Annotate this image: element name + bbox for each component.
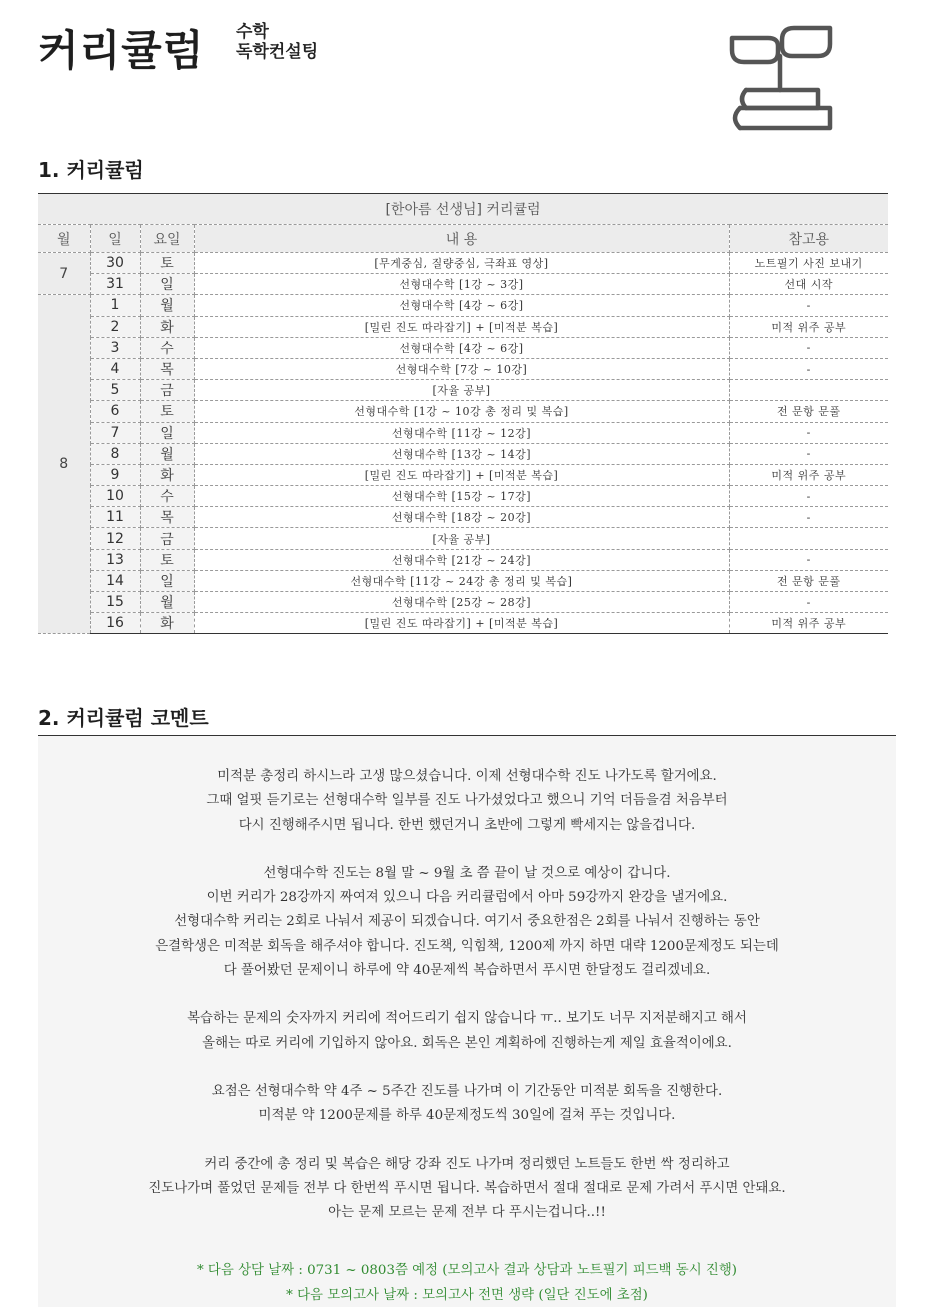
table-caption: [한아름 선생님] 커리큘럼	[38, 194, 888, 225]
dow-cell: 화	[140, 316, 194, 337]
dow-cell: 수	[140, 337, 194, 358]
ref-cell: 전 문항 문풀	[729, 401, 888, 422]
comment-line: 아는 문제 모르는 문제 전부 다 푸시는겁니다..!!	[328, 1205, 606, 1221]
table-row	[38, 592, 888, 613]
content-cell: 선형대수학 [25강 ~ 28강]	[194, 592, 729, 613]
subtitle-line-1: 수학	[236, 22, 269, 42]
ref-cell: -	[729, 486, 888, 507]
ref-cell: -	[729, 295, 888, 316]
table-row	[38, 464, 888, 485]
table-row	[38, 613, 888, 634]
col-header-month: 월	[38, 225, 90, 253]
ref-cell: -	[729, 337, 888, 358]
content-cell: 선형대수학 [7강 ~ 10강]	[194, 358, 729, 379]
table-row	[38, 570, 888, 591]
comment-line: 은결학생은 미적분 회독을 해주셔야 합니다. 진도책, 익힘책, 1200제 까지 하면 대략 1200문제정도 되는데	[155, 938, 779, 954]
dow-cell: 일	[140, 274, 194, 295]
day-cell: 14	[90, 570, 140, 591]
day-cell: 10	[90, 486, 140, 507]
comment-line: 올해는 따로 커리에 기입하지 않아요. 회독은 본인 계획하에 진행하는게 제일 효율적이에요.	[202, 1035, 732, 1051]
day-cell: 1	[90, 295, 140, 316]
ref-cell	[729, 528, 888, 549]
ref-cell: 선대 시작	[729, 274, 888, 295]
dow-cell: 일	[140, 570, 194, 591]
comment-notes	[38, 1258, 896, 1308]
day-cell: 11	[90, 507, 140, 528]
comment-line: 선형대수학 커리는 2회로 나눠서 제공이 되겠습니다. 여기서 중요한점은 2회를 나눠서 진행하는 동안	[174, 914, 760, 930]
day-cell: 4	[90, 358, 140, 379]
content-cell: [자율 공부]	[194, 528, 729, 549]
comment-paragraph	[38, 1153, 896, 1226]
comment-paragraph	[38, 862, 896, 983]
ref-cell: 전 문항 문풀	[729, 570, 888, 591]
dow-cell: 금	[140, 380, 194, 401]
sprout-on-books-icon	[722, 22, 838, 134]
table-row	[38, 422, 888, 443]
comment-line: 커리 중간에 총 정리 및 복습은 해당 강좌 진도 나가며 정리했던 노트들도 한번 싹 정리하고	[204, 1156, 730, 1172]
content-cell: [밀린 진도 따라잡기] + [미적분 복습]	[194, 316, 729, 337]
table-row	[38, 274, 888, 295]
ref-cell	[729, 380, 888, 401]
table-body	[38, 253, 888, 634]
comment-line: 미적분 총정리 하시느라 고생 많으셨습니다. 이제 선형대수학 진도 나가도록 할거에요.	[217, 769, 717, 784]
comment-line: 다시 진행해주시면 됩니다. 한번 했던거니 초반에 그렇게 빡세지는 않을겁니다.	[238, 817, 696, 833]
comment-line: 선형대수학 진도는 8월 말 ~ 9월 초 쯤 끝이 날 것으로 예상이 갑니다.	[263, 865, 671, 881]
content-cell: [밀린 진도 따라잡기] + [미적분 복습]	[194, 464, 729, 485]
ref-cell: -	[729, 443, 888, 464]
day-cell: 12	[90, 528, 140, 549]
ref-cell: -	[729, 422, 888, 443]
table-header-row	[38, 225, 888, 253]
table-row	[38, 316, 888, 337]
content-cell: 선형대수학 [11강 ~ 12강]	[194, 422, 729, 443]
table-row	[38, 295, 888, 316]
content-cell: [자율 공부]	[194, 380, 729, 401]
section-title-curriculum: 1. 커리큘럼	[38, 158, 144, 182]
schedule-note: * 다음 상담 날짜 : 0731 ~ 0803쯤 예정 (모의고사 결과 상담과 노트필기 피드백 동시 진행)	[196, 1263, 737, 1278]
comment-paragraph	[38, 1080, 896, 1129]
table-row	[38, 549, 888, 570]
comment-line: 이번 커리가 28강까지 짜여져 있으니 다음 커리큘럼에서 아마 59강까지 완강을 낼거에요.	[206, 890, 728, 906]
table-row	[38, 401, 888, 422]
col-header-content: 내 용	[194, 225, 729, 253]
ref-cell: 미적 위주 공부	[729, 464, 888, 485]
dow-cell: 화	[140, 464, 194, 485]
dow-cell: 월	[140, 295, 194, 316]
day-cell: 13	[90, 549, 140, 570]
day-cell: 7	[90, 422, 140, 443]
comment-paragraph	[38, 765, 896, 838]
dow-cell: 목	[140, 358, 194, 379]
dow-cell: 금	[140, 528, 194, 549]
schedule-note: * 다음 모의고사 날짜 : 모의고사 전면 생략 (일단 진도에 초점)	[286, 1288, 648, 1303]
comment-line: 요점은 선형대수학 약 4주 ~ 5주간 진도를 나가며 이 기간동안 미적분 회독을 진행한다.	[211, 1083, 723, 1099]
table-row	[38, 528, 888, 549]
comment-line: 복습하는 문제의 숫자까지 커리에 적어드리기 쉽지 않습니다 ㅠ.. 보기도 너무 지저분해지고 해서	[187, 1011, 747, 1027]
content-cell: 선형대수학 [4강 ~ 6강]	[194, 295, 729, 316]
content-cell: 선형대수학 [13강 ~ 14강]	[194, 443, 729, 464]
page-title: 커리큘럼	[38, 26, 205, 75]
comment-line: 진도나가며 풀었던 문제들 전부 다 한번씩 푸시면 됩니다. 복습하면서 절대 절대로 문제 가려서 푸시면 안돼요.	[148, 1180, 786, 1196]
content-cell: 선형대수학 [18강 ~ 20강]	[194, 507, 729, 528]
month-cell: 7	[38, 253, 90, 295]
ref-cell: 노트필기 사진 보내기	[729, 253, 888, 274]
comment-paragraphs	[38, 765, 896, 1249]
table-row	[38, 358, 888, 379]
comment-line: 다 풀어봤던 문제이니 하루에 약 40문제씩 복습하면서 푸시면 한달정도 걸리겠네요.	[223, 963, 711, 979]
ref-cell: 미적 위주 공부	[729, 316, 888, 337]
month-cell: 8	[38, 295, 90, 634]
table-row	[38, 486, 888, 507]
table-row	[38, 253, 888, 274]
table-row	[38, 337, 888, 358]
table-caption-row	[38, 194, 888, 225]
dow-cell: 일	[140, 422, 194, 443]
table-row	[38, 507, 888, 528]
col-header-day: 일	[90, 225, 140, 253]
dow-cell: 토	[140, 401, 194, 422]
subtitle-line-2: 독학컨설팅	[236, 42, 319, 62]
dow-cell: 목	[140, 507, 194, 528]
col-header-dow: 요일	[140, 225, 194, 253]
content-cell: [밀린 진도 따라잡기] + [미적분 복습]	[194, 613, 729, 634]
dow-cell: 토	[140, 253, 194, 274]
content-cell: 선형대수학 [15강 ~ 17강]	[194, 486, 729, 507]
comment-line: 미적분 약 1200문제를 하루 40문제정도씩 30일에 걸쳐 푸는 것입니다.	[258, 1108, 676, 1124]
content-cell: 선형대수학 [4강 ~ 6강]	[194, 337, 729, 358]
day-cell: 30	[90, 253, 140, 274]
content-cell: [무게중심, 질량중심, 극좌표 영상]	[194, 253, 729, 274]
dow-cell: 토	[140, 549, 194, 570]
day-cell: 3	[90, 337, 140, 358]
dow-cell: 수	[140, 486, 194, 507]
table-row	[38, 443, 888, 464]
table-row	[38, 380, 888, 401]
day-cell: 31	[90, 274, 140, 295]
day-cell: 16	[90, 613, 140, 634]
content-cell: 선형대수학 [1강 ~ 3강]	[194, 274, 729, 295]
dow-cell: 월	[140, 443, 194, 464]
ref-cell: -	[729, 358, 888, 379]
ref-cell: 미적 위주 공부	[729, 613, 888, 634]
day-cell: 5	[90, 380, 140, 401]
day-cell: 9	[90, 464, 140, 485]
content-cell: 선형대수학 [11강 ~ 24강 총 정리 및 복습]	[194, 570, 729, 591]
content-cell: 선형대수학 [1강 ~ 10강 총 정리 및 복습]	[194, 401, 729, 422]
comment-line: 그때 얼핏 듣기로는 선형대수학 일부를 진도 나가셨었다고 했으니 기억 더듬을겸 처음부터	[206, 793, 728, 809]
day-cell: 2	[90, 316, 140, 337]
day-cell: 6	[90, 401, 140, 422]
content-cell: 선형대수학 [21강 ~ 24강]	[194, 549, 729, 570]
col-header-ref: 참고용	[729, 225, 888, 253]
comment-paragraph	[38, 1007, 896, 1056]
ref-cell: -	[729, 592, 888, 613]
dow-cell: 화	[140, 613, 194, 634]
section-title-comment: 2. 커리큘럼 코멘트	[38, 706, 209, 730]
ref-cell: -	[729, 507, 888, 528]
ref-cell: -	[729, 549, 888, 570]
curriculum-table	[38, 193, 888, 634]
dow-cell: 월	[140, 592, 194, 613]
page-subtitle	[236, 22, 318, 62]
day-cell: 8	[90, 443, 140, 464]
day-cell: 15	[90, 592, 140, 613]
